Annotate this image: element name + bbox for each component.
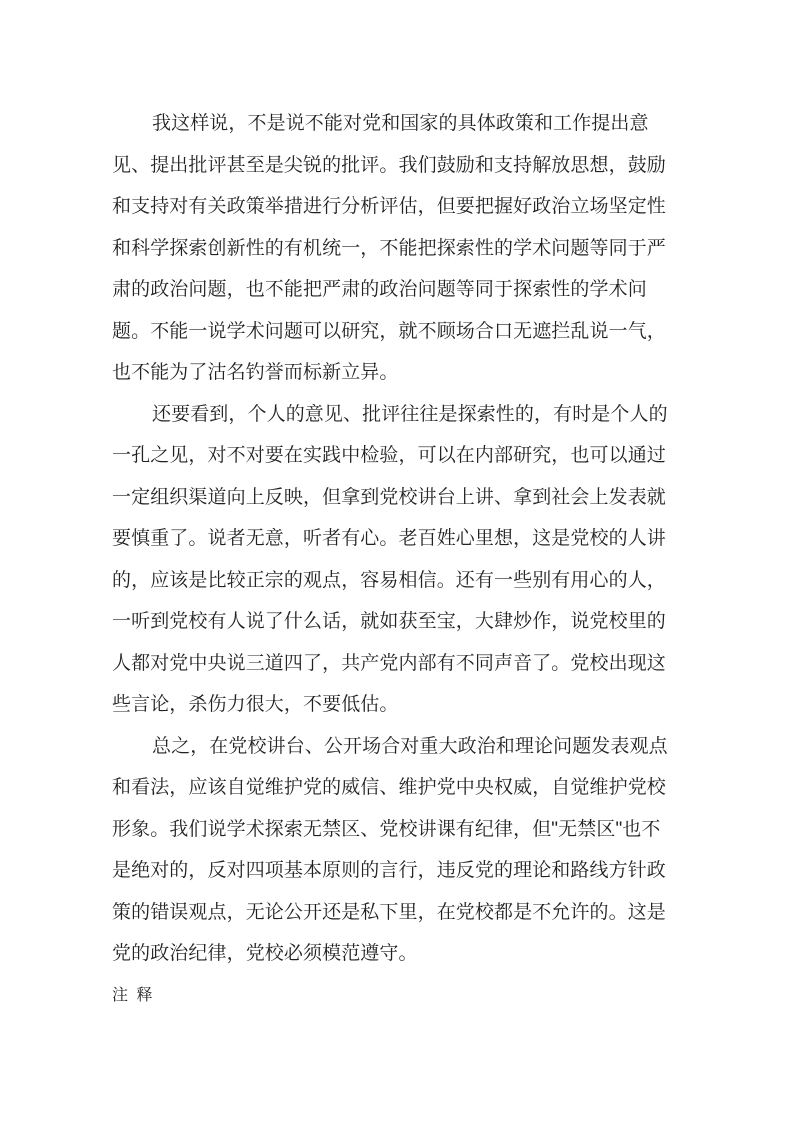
text-block [112,103,678,1016]
paragraph-line: 一孔之见，对不对要在实践中检验，可以在内部研究，也可以通过 [112,445,666,466]
paragraph-line: 总之，在党校讲台、公开场合对重大政治和理论问题发表观点 [152,735,668,757]
paragraph-line: 一定组织渠道向上反映，但拿到党校讲台上讲、拿到社会上发表就 [112,486,666,508]
paragraph-line: 还要看到，个人的意见、批评往往是探索性的，有时是个人的 [152,403,668,425]
paragraph-line: 肃的政治问题，也不能把严肃的政治问题等同于探索性的学术问 [112,279,647,300]
paragraph-line: 和科学探索创新性的有机统一，不能把探索性的学术问题等同于严 [112,237,666,259]
paragraph-line: 要慎重了。说者无意，听者有心。老百姓心里想，这是党校的人讲 [112,528,666,549]
paragraph-line: 和看法，应该自觉维护党的威信、维护党中央权威，自觉维护党校 [112,777,666,798]
paragraph-line: 些言论，杀伤力很大，不要低估。 [112,694,399,715]
paragraph-line: 题。不能一说学术问题可以研究，就不顾场合口无遮拦乱说一气， [112,320,666,342]
paragraph-line: 的，应该是比较正宗的观点，容易相信。还有一些别有用心的人， [112,569,666,591]
paragraph-line: 也不能为了沽名钓誉而标新立异。 [112,362,399,383]
notes-heading: 注 释 [112,986,155,1004]
paragraph-line: 是绝对的，反对四项基本原则的言行，违反党的理论和路线方针政 [112,860,666,881]
paragraph-line: 策的错误观点，无论公开还是私下里，在党校都是不允许的。这是 [112,901,666,923]
paragraph-line: 和支持对有关政策举措进行分析评估，但要把握好政治立场坚定性 [112,196,666,217]
paragraph-line: 我这样说，不是说不能对党和国家的具体政策和工作提出意 [152,113,649,134]
paragraph-line: 人都对党中央说三道四了，共产党内部有不同声音了。党校出现这 [112,652,666,674]
paragraph-line: 见、提出批评甚至是尖锐的批评。我们鼓励和支持解放思想，鼓励 [112,154,666,176]
paragraph-line: 党的政治纪律，党校必须模范遵守。 [112,943,418,964]
paragraph-line: 形象。我们说学术探索无禁区、党校讲课有纪律，但"无禁区"也不 [112,818,661,840]
paragraph-line: 一听到党校有人说了什么话，就如获至宝，大肆炒作，说党校里的 [112,611,666,632]
